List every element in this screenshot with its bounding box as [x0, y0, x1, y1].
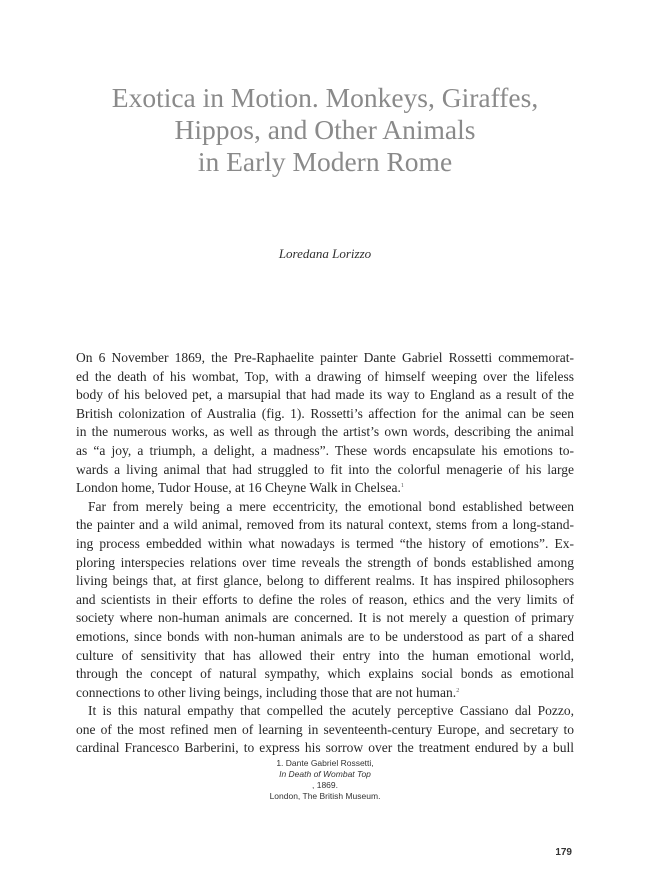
body-line: On 6 November 1869, the Pre-Raphaelite painter Dante Gabriel Rossetti commemorat-	[76, 350, 574, 365]
caption-line-2: London, The British Museum.	[269, 791, 381, 801]
chapter-title-line-3: in Early Modern Rome	[197, 146, 453, 178]
body-line: London home, Tudor House, at 16 Cheyne Walk in Chelsea.$^1$	[76, 480, 404, 496]
body-line: body of his beloved pet, a marsupial that had made its way to England as a result of the	[76, 387, 574, 403]
body-line: through the concept of natural sympathy, which explains social bonds as emotional	[76, 666, 574, 682]
body-line: It is this natural empathy that compelled the acutely perceptive Cassiano dal Pozzo,	[88, 703, 574, 719]
footnote-ref[interactable]: 2	[456, 687, 460, 694]
page-number: 179	[555, 847, 572, 858]
body-text	[76, 349, 574, 758]
body-line: in the numerous works, as well as through the artist’s own words, describing the animal	[76, 424, 574, 440]
body-line: ed the death of his wombat, Top, with a drawing of himself weeping over the lifeless	[76, 368, 574, 384]
body-line: wards a living animal that had struggled to fit into the colorful menagerie of his large	[76, 461, 574, 477]
author-name: Loredana Lorizzo	[278, 246, 372, 261]
body-line: British colonization of Australia (fig. 1). Rossetti’s affection for the animal can be seen	[76, 405, 574, 421]
figure-caption	[0, 758, 650, 802]
footnote-ref[interactable]: 1	[400, 483, 404, 490]
body-line: culture of sensitivity that has allowed their entry into the human emotional world,	[76, 647, 574, 663]
chapter-title	[60, 82, 590, 178]
body-line: Far from merely being a mere eccentricity, the emotional bond established between	[88, 498, 574, 514]
body-line: one of the most refined men of learning in seventeenth-century Europe, and secretary to	[76, 721, 574, 737]
chapter-title-line-1: Exotica in Motion. Monkeys, Giraffes,	[111, 82, 539, 114]
body-line: connections to other living beings, including those that are not human.$^2$	[76, 684, 460, 700]
body-line: ploring interspecies relations over time reveals the strength of bonds established among	[76, 554, 574, 570]
body-line: living beings that, at first glance, belong to different realms. It has inspired philosophers	[76, 573, 574, 589]
body-line: society where non-human animals are concerned. It is not merely a question of primary	[76, 610, 574, 626]
body-line: the painter and a wild animal, removed from its natural context, stems from a long-stand-	[76, 517, 574, 533]
body-line: emotions, since bonds with non-human animals are to be understood as part of a shared	[76, 628, 574, 644]
body-line: and scientists in their efforts to define the roles of reason, ethics and the very limits of	[76, 591, 574, 607]
body-line: as “a joy, a triumph, a delight, a madness”. These words encapsulate his emotions to-	[76, 442, 574, 458]
body-line: ing process embedded within what nowadays is termed “the history of emotions”. Ex-	[76, 535, 574, 551]
caption-work-title: In Death of Wombat Top	[279, 769, 371, 779]
caption-line-1: 1. Dante Gabriel Rossetti, In Death of Wombat Top , 1869.	[276, 758, 374, 790]
body-line: cardinal Francesco Barberini, to express his sorrow over the treatment endured by a bull	[76, 740, 574, 756]
chapter-title-line-2: Hippos, and Other Animals	[174, 114, 476, 146]
